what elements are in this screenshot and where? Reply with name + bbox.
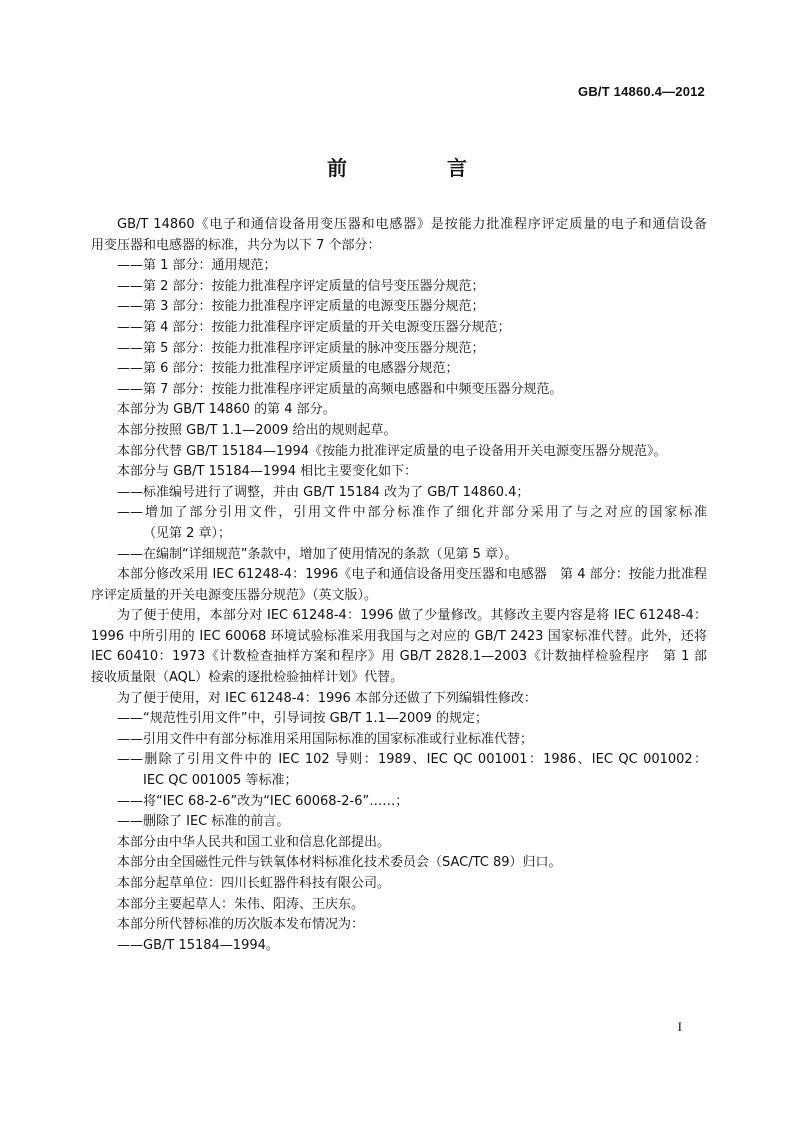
text-line: GB/T 14860《电子和通信设备用变压器和电感器》是按能力批准程序评定质量的电子和通信设备 — [117, 217, 707, 232]
page-title: 前 言 — [327, 156, 507, 180]
text-line: 1996 中所引用的 IEC 60068 环境试验标准采用我国与之对应的 GB/T 2423 国家标准代替。此外，还将 — [91, 628, 707, 644]
text-line: IEC QC 001005 等标准； — [143, 773, 298, 789]
text-line: ——将“IEC 68-2-6”改为“IEC 60068-2-6”……； — [117, 793, 409, 809]
text-line: 本部分与 GB/T 15184—1994 相比主要变化如下： — [117, 464, 418, 480]
text-line: ——第 7 部分：按能力批准程序评定质量的高频电感器和中频变压器分规范。 — [117, 381, 563, 397]
text-line: 本部分代替 GB/T 15184—1994《按能力批准评定质量的电子设备用开关电源变压器分规范》。 — [117, 443, 667, 459]
text-line: ——第 6 部分：按能力批准程序评定质量的电感器分规范； — [117, 361, 459, 377]
text-line: 本部分所代替标准的历次版本发布情况为： — [117, 917, 365, 933]
text-line: ——在编制“详细规范”条款中，增加了使用情况的条款（见第 5 章）。 — [117, 546, 518, 562]
text-line: ——第 4 部分：按能力批准程序评定质量的开关电源变压器分规范； — [117, 319, 511, 335]
text-line: ——第 5 部分：按能力批准程序评定质量的脉冲变压器分规范； — [117, 340, 485, 356]
text-line: （见第 2 章）； — [143, 525, 232, 541]
foreword-body — [91, 215, 707, 956]
text-line: ——第 3 部分：按能力批准程序评定质量的电源变压器分规范； — [117, 299, 485, 315]
standard-code: GB/T 14860.4—2012 — [578, 84, 705, 99]
text-line: 本部分为 GB/T 14860 的第 4 部分。 — [117, 402, 336, 418]
text-line: 为了便于使用，本部分对 IEC 61248-4：1996 做了少量修改。其修改主要内容是将 IEC 61248-4： — [117, 608, 707, 624]
text-line: 本部分主要起草人：朱伟、阳涛、王庆东。 — [117, 896, 365, 912]
text-line: ——引用文件中有部分标准用采用国际标准的国家标准或行业标准代替； — [117, 731, 534, 747]
text-line: ——标准编号进行了调整，并由 GB/T 15184 改为了 GB/T 14860.4； — [117, 484, 530, 500]
text-line: 本部分由全国磁性元件与铁氧体材料标准化技术委员会（SAC/TC 89）归口。 — [117, 855, 562, 871]
text-line: ——第 1 部分：通用规范； — [117, 258, 277, 274]
text-line: 接收质量限（AQL）检索的逐批检验抽样计划》代替。 — [91, 670, 404, 686]
text-line: 序评定质量的开关电源变压器分规范》（英文版）。 — [91, 587, 378, 603]
text-line: 本部分起草单位：四川长虹器件科技有限公司。 — [117, 876, 391, 891]
text-line: ——删除了引用文件中的 IEC 102 导则：1989、IEC QC 001001：1986、IEC QC 001002： — [117, 752, 707, 768]
text-line: ——删除了 IEC 标准的前言。 — [117, 814, 290, 830]
text-line: ——增加了部分引用文件，引用文件中部分标准作了细化并部分采用了与之对应的国家标准 — [117, 505, 707, 521]
text-line: ——GB/T 15184—1994。 — [117, 937, 279, 953]
text-line: IEC 60410：1973《计数检查抽样方案和程序》用 GB/T 2828.1—2003《计数抽样检验程序 第 1 部 — [91, 649, 707, 665]
text-line: 为了便于使用，对 IEC 61248-4：1996 本部分还做了下列编辑性修改： — [117, 690, 537, 706]
text-line: 本部分修改采用 IEC 61248-4：1996《电子和通信设备用变压器和电感器 第 4 部分：按能力批准程 — [117, 567, 707, 583]
text-line: 本部分按照 GB/T 1.1—2009 给出的规则起草。 — [117, 422, 397, 438]
text-line: 用变压器和电感器的标准，共分为以下 7 个部分： — [91, 237, 381, 253]
text-line: ——第 2 部分：按能力批准程序评定质量的信号变压器分规范； — [117, 278, 485, 294]
page-number: I — [677, 1019, 682, 1034]
text-line: 本部分由中华人民共和国工业和信息化部提出。 — [117, 834, 391, 850]
text-line: ——“规范性引用文件”中，引导词按 GB/T 1.1—2009 的规定； — [117, 711, 488, 727]
